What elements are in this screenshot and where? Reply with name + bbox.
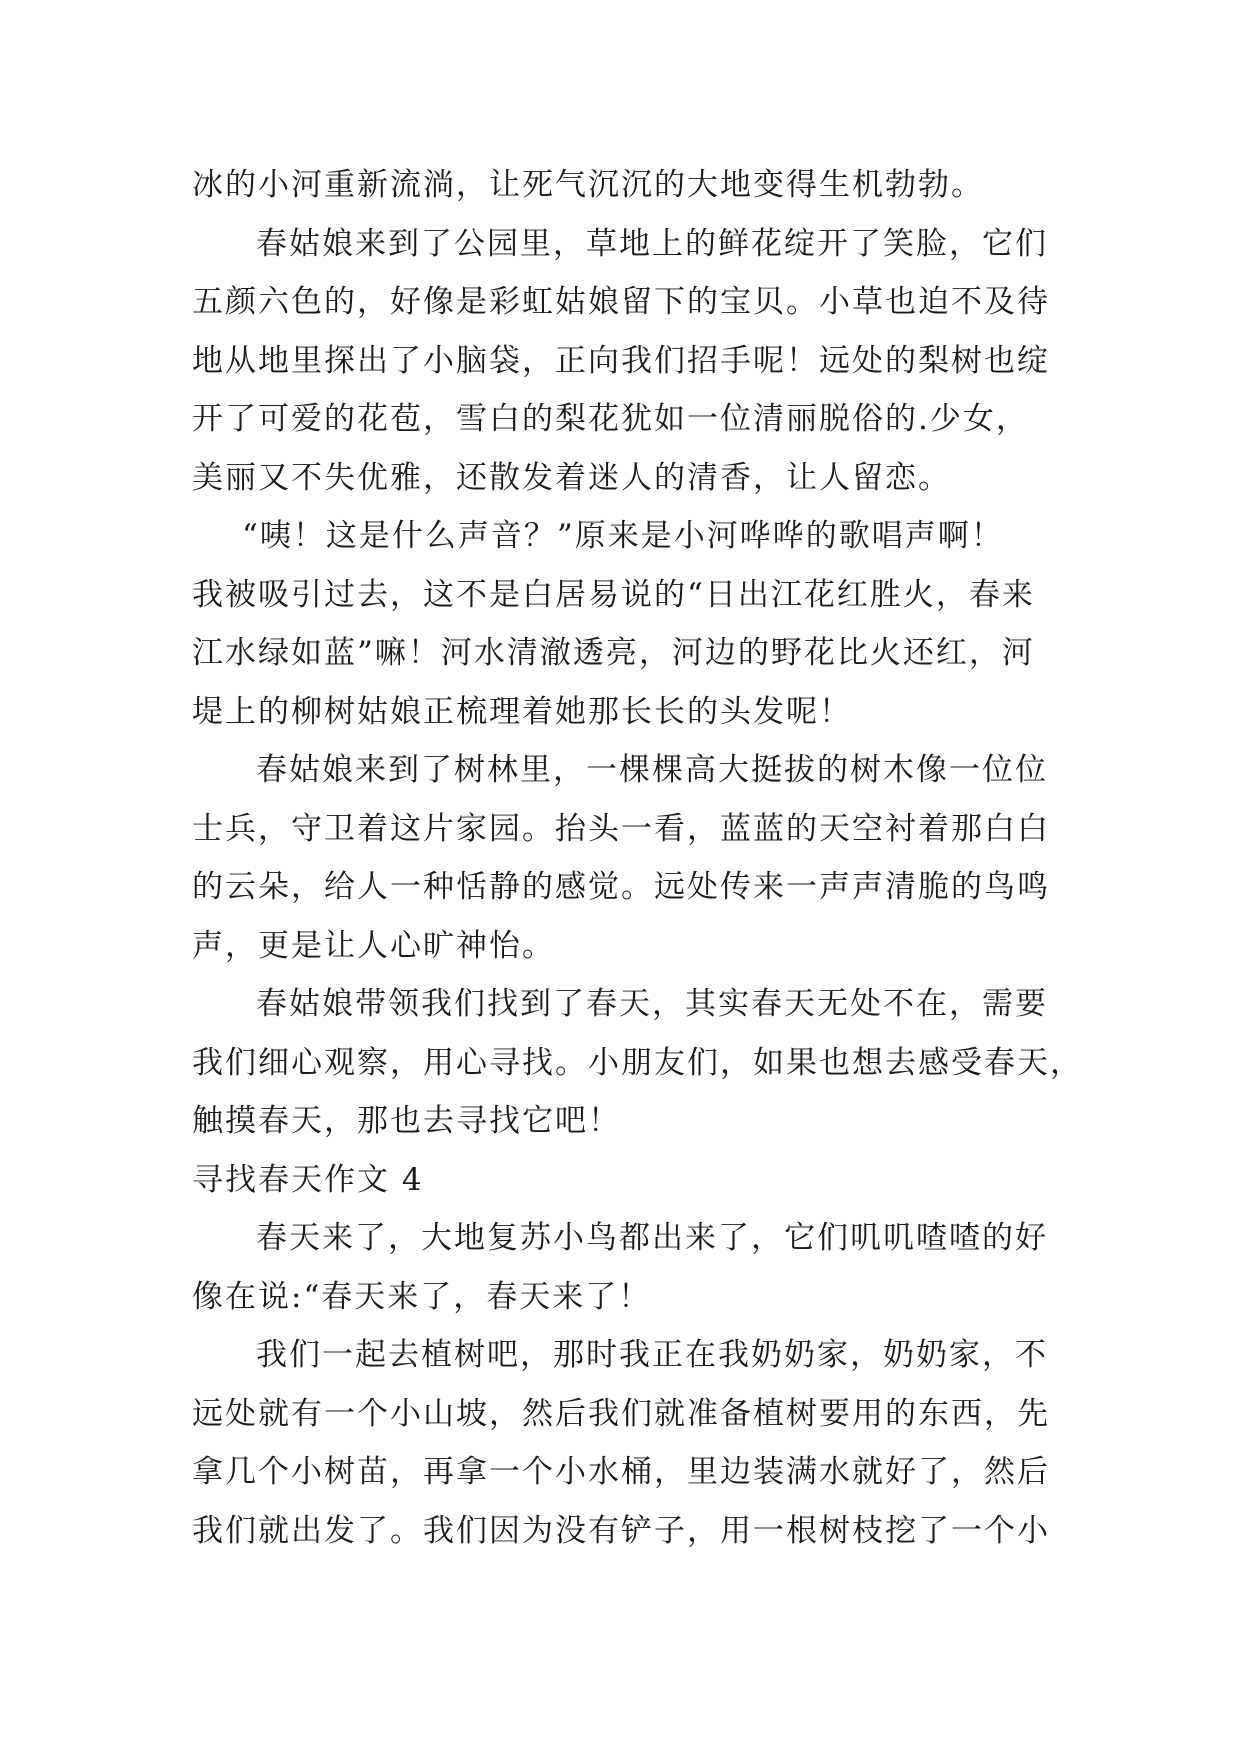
text-line: 五颜六色的，好像是彩虹姑娘留下的宝贝。小草也迫不及待 [192,284,1050,320]
paragraph-start-line: 春姑娘带领我们找到了春天，其实春天无处不在，需要 [256,986,1048,1022]
text-line: 像在说:“春天来了，春天来了！ [192,1278,652,1315]
text-line: 开了可爱的花苞，雪白的梨花犹如一位清丽脱俗的.少女， [192,401,1029,437]
text-line: 我被吸引过去，这不是白居易说的“日出江花红胜火，春来 [192,576,1035,613]
paragraph-start-line: 我们一起去植树吧，那时我正在我奶奶家，奶奶家，不 [256,1337,1048,1373]
text-line: 的云朵，给人一种恬静的感觉。远处传来一声声清脆的鸟鸣 [192,869,1050,905]
text-line: 我们细心观察，用心寻找。小朋友们，如果也想去感受春天， [192,1044,1083,1081]
section-heading: 寻找春天作文 4 [192,1161,424,1198]
text-line: 冰的小河重新流淌，让死气沉沉的大地变得生机勃勃。 [192,167,984,203]
text-line: 地从地里探出了小脑袋，正向我们招手呢！远处的梨树也绽 [192,342,1050,379]
text-line: 美丽又不失优雅，还散发着迷人的清香，让人留恋。 [192,459,951,496]
text-line: 我们就出发了。我们因为没有铲子，用一根树枝挖了一个小 [192,1512,1050,1549]
text-line: 士兵，守卫着这片家园。抬头一看，蓝蓝的天空衬着那白白 [192,810,1050,847]
essay-body [192,156,1083,1560]
text-line: 远处就有一个小山坡，然后我们就准备植树要用的东西，先 [192,1395,1050,1432]
text-line: 江水绿如蓝”嘛！河水清澈透亮，河边的野花比火还红，河 [192,635,1035,671]
paragraph-start-line: 春天来了，大地复苏小鸟都出来了，它们叽叽喳喳的好 [256,1220,1048,1256]
text-line: 堤上的柳树姑娘正梳理着她那长长的头发呢！ [192,693,852,730]
paragraph-start-line: 春姑娘来到了树林里，一棵棵高大挺拔的树木像一位位 [256,752,1048,788]
paragraph-start-line: 春姑娘来到了公园里，草地上的鲜花绽开了笑脸，它们 [256,225,1048,262]
text-line: 声，更是让人心旷神怡。 [192,927,555,964]
text-line: 触摸春天，那也去寻找它吧！ [192,1103,621,1139]
paragraph-start-line: “咦！这是什么声音？”原来是小河哗哗的歌唱声啊！ [242,518,1004,554]
text-line: 拿几个小树苗，再拿一个小水桶，里边装满水就好了，然后 [192,1454,1050,1490]
